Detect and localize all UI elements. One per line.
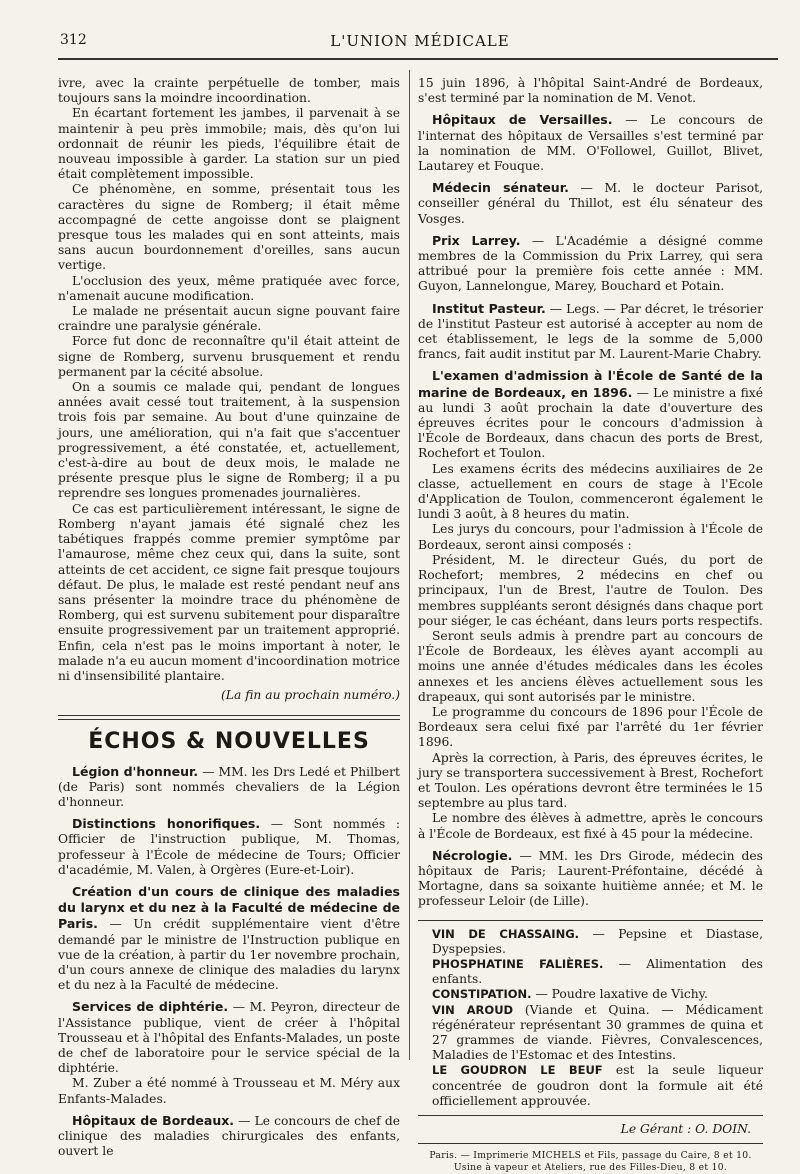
news-title: L'examen d'admission à l'École de Santé de la marine de Bordeaux, en 1896. xyxy=(418,368,763,400)
exam-paragraph: Le programme du concours de 1896 pour l'École de Bordeaux sera celui fixé par l'arrêté du 1er février 1896. xyxy=(418,704,763,750)
continued-note: (La fin au prochain numéro.) xyxy=(221,688,400,703)
news-title: Médecin sénateur. xyxy=(432,180,569,196)
ad-text: — Poudre laxative de Vichy. xyxy=(531,987,708,1002)
news-text: — Legs. — Par décret, le trésorier de l'institut Pasteur est autorisé à accepter au nom de cet établissement, le legs de la somme de 5,000 francs, fait audit institut par M. Laurent-Marie Chabry. xyxy=(418,301,763,362)
exam-paragraph: Après la correction, à Paris, des épreuves écrites, le jury se transportera successivement à Brest, Rochefort et Toulon. Les opérations devront être terminées le 15 septembre au plus tard. xyxy=(418,750,763,811)
page-header xyxy=(40,32,800,54)
news-item xyxy=(418,233,763,295)
exam-paragraph: Président, M. le directeur Gués, du port de Rochefort; membres, 2 médecins en chef ou principaux, l'un de Brest, l'autre de Toulon. Des membres suppléants seront désignés dans chaque port pour siéger, le cas échéant, dans leurs ports respectifs. xyxy=(418,552,763,628)
news-item xyxy=(58,764,400,811)
news-text: — M. Peyron, directeur de l'Assistance publique, vient de créer à l'hôpital Trousseau et à l'hôpital des Enfants-Malades, un poste de chef de laboratoire pour le service spécial de la diphtérie. xyxy=(58,1000,400,1076)
news-text: — L'Académie a désigné comme membres de la Commission du Prix Larrey, qui sera attribué pour la première fois cette année : MM. Guyon, Lannelongue, Marey, Bouchard et Potain. xyxy=(418,233,763,294)
necrologie xyxy=(418,848,763,910)
ad-item xyxy=(418,957,763,987)
news-text: — MM. les Drs Ledé et Philbert (de Paris) sont nommés chevaliers de la Légion d'honneur. xyxy=(58,764,400,809)
news-item xyxy=(418,368,763,461)
exam-paragraph: Le nombre des élèves à admettre, après le concours à l'École de Bordeaux, est fixé à 45 pour la médecine. xyxy=(418,811,763,841)
ad-title: CONSTIPATION. xyxy=(432,987,532,1002)
article-paragraph: Le malade ne présentait aucun signe pouvant faire craindre une paralysie générale. xyxy=(58,304,400,334)
news-text: — Le ministre a fixé au lundi 3 août prochain la date d'ouverture des épreuves écrites pour le concours d'admission à l'École de Bordeaux, dans chacun des ports de Brest, Rochefort et Toulon. xyxy=(418,385,763,461)
news-title: Distinctions honorifiques. xyxy=(72,816,261,832)
news-text: — MM. les Drs Girode, médecin des hôpitaux de Paris; Laurent-Préfontaine, décédé à Mortagne, dans sa soixante huitième année; et M. le professeur Leloir (de Lille). xyxy=(418,848,763,909)
exam-paragraph: Les jurys du concours, pour l'admission à l'École de Bordeaux, seront ainsi composés : xyxy=(418,522,763,552)
right-column xyxy=(418,76,763,1174)
ad-text: — Pepsine et Diastase, Dyspepsies. xyxy=(432,926,763,956)
article-paragraph: Ce cas est particulièrement intéressant, le signe de Romberg n'ayant jamais été signalé chez les tabétiques frappés comme premier symptôme par l'amaurose, même chez ceux qui, dans la suite, sont atteints de cet accident, ce signe fait presque toujours défaut. De plus, le malade est resté pendant neuf ans sans présenter la moindre trace du phénomène de Romberg, qui est survenu subitement pour disparaître ensuite progressivement par un traitement approprié. Enfin, cela n'est pas le moins important à noter, le malade n'a eu aucun moment d'incoordination motrice ni d'insensibilité plantaire. xyxy=(58,501,400,683)
column-divider xyxy=(409,70,410,1060)
left-column xyxy=(58,76,400,1159)
news-title: Prix Larrey. xyxy=(432,232,521,248)
news-item xyxy=(58,1113,400,1160)
news-text: — Le concours de chef de clinique des maladies chirurgicales des enfants, ouvert le xyxy=(58,1113,400,1159)
ad-title: LE GOUDRON LE BEUF xyxy=(432,1063,603,1078)
advertisements xyxy=(418,920,763,1116)
news-title: Services de diphtérie. xyxy=(72,999,229,1015)
article-paragraph: Ce phénomène, en somme, présentait tous les caractères du signe de Romberg; il était même accompagné de cette angoisse dont se plaignent presque tous les malades qui en sont atteints, mais sans aucun bourdonnement d'oreilles, sans aucun vertige. xyxy=(58,182,400,273)
ad-item xyxy=(418,1003,763,1064)
news-text: — M. le docteur Parisot, conseiller général du Thillot, est élu sénateur des Vosges. xyxy=(418,181,763,226)
article-paragraph: En écartant fortement les jambes, il parvenait à se maintenir à peu près immobile; mais, dès qu'on lui ordonnait de réunir les pieds, l'équilibre était de nouveau impossible à garder. La station sur un pied était complètement impossible. xyxy=(58,106,400,182)
article-paragraph: On a soumis ce malade qui, pendant de longues années avait cessé tout traitement, à la suspension trois fois par semaine. Au bout d'une quinzaine de jours, une amélioration, qui n'a fait que s'accentuer progressivement, a été constatée, et, actuellement, c'est-à-dire au bout de deux mois, le malade ne présente presque plus le signe de Romberg; il a pu reprendre ses longues promenades journalières. xyxy=(58,380,400,501)
ad-item xyxy=(418,987,763,1002)
exam-paragraph: Les examens écrits des médecins auxiliaires de 2e classe, actuellement en cours de stage à l'Ecole d'Application de Toulon, commenceront également le lundi 3 août, à 8 heures du matin. xyxy=(418,461,763,522)
ad-item xyxy=(418,1063,763,1109)
news-title: Nécrologie. xyxy=(432,847,513,863)
news-item xyxy=(418,180,763,227)
news-title: Création d'un cours de clinique des maladies du larynx et du nez à la Faculté de médecine de Paris. xyxy=(58,883,400,932)
news-title: Hôpitaux de Versailles. xyxy=(432,112,613,128)
news-title: Légion d'honneur. xyxy=(72,763,199,779)
continued-text: 15 juin 1896, à l'hôpital Saint-André de Bordeaux, s'est terminé par la nomination de M. Venot. xyxy=(418,76,763,106)
header-rule xyxy=(58,58,778,60)
printer-imprint xyxy=(418,1143,763,1174)
news-text: — Un crédit supplémentaire vient d'être demandé par le ministre de l'Instruction publique en vue de la création, à partir du 1er novembre prochain, d'un cours annexe de clinique des maladies du larynx et du nez à la Faculté de médecine. xyxy=(58,917,400,993)
news-item xyxy=(58,816,400,878)
news-text: — Sont nommés : Officier de l'instruction publique, M. Thomas, professeur à l'École de médecine de Tours; Officier d'académie, M. Valen, à Orgères (Eure-et-Loir). xyxy=(58,817,400,877)
section-title: ÉCHOS & NOUVELLES xyxy=(88,729,370,755)
section-rule-bottom xyxy=(58,719,400,720)
imprint-line: Usine à vapeur et Ateliers, rue des Filles-Dieu, 8 et 10. xyxy=(453,1162,728,1174)
ad-text: — Alimentation des enfants. xyxy=(432,956,763,987)
article-paragraph: L'occlusion des yeux, même pratiquée avec force, n'amenait aucune modification. xyxy=(58,273,400,303)
page-number: 312 xyxy=(60,32,87,48)
news-item xyxy=(58,999,400,1076)
news-title: Hôpitaux de Bordeaux. xyxy=(72,1112,235,1128)
article-paragraph: ivre, avec la crainte perpétuelle de tomber, mais toujours sans la moindre incoordination. xyxy=(58,76,400,106)
imprint-line: Paris. — Imprimerie MICHELS et Fils, passage du Caire, 8 et 10. xyxy=(429,1150,752,1162)
news-extra: M. Zuber a été nommé à Trousseau et M. Méry aux Enfants-Malades. xyxy=(58,1076,400,1106)
ad-text: (Viande et Quina. — Médicament régénérateur représentant 30 grammes de quina et 27 grammes de viande. Fièvres, Convalescences, Maladies de l'Estomac et des Intestins. xyxy=(432,1002,763,1063)
ad-title: VIN DE CHASSAING. xyxy=(432,926,579,941)
ad-title: VIN AROUD xyxy=(432,1002,514,1017)
ad-title: PHOSPHATINE FALIÈRES. xyxy=(432,956,604,971)
article-paragraph: Force fut donc de reconnaître qu'il était atteint de signe de Romberg, survenu brusquement et rendu permanent par la cécité absolue. xyxy=(58,334,400,379)
news-text: — Le concours de l'internat des hôpitaux de Versailles s'est terminé par la nomination de MM. O'Followel, Guillot, Blivet, Lautarey et Fouque. xyxy=(418,113,763,174)
news-title: Institut Pasteur. xyxy=(432,300,546,316)
gerant-signature: Le Gérant : O. DOIN. xyxy=(620,1122,751,1136)
ad-text: est la seule liqueur concentrée de goudron dont la formule ait été officiellement approuvée. xyxy=(432,1063,763,1108)
ad-item xyxy=(418,927,763,957)
exam-paragraph: Seront seuls admis à prendre part au concours de l'École de Bordeaux, les élèves ayant accompli au moins une année d'études médicales dans les écoles annexes et les anciens élèves actuellement sous les drapeaux, qui sont autorisés par le ministre. xyxy=(418,628,763,704)
section-rule-top xyxy=(58,715,400,716)
news-item xyxy=(418,301,763,363)
news-item xyxy=(418,112,763,174)
journal-title: L'UNION MÉDICALE xyxy=(330,32,510,50)
news-item xyxy=(58,884,400,993)
